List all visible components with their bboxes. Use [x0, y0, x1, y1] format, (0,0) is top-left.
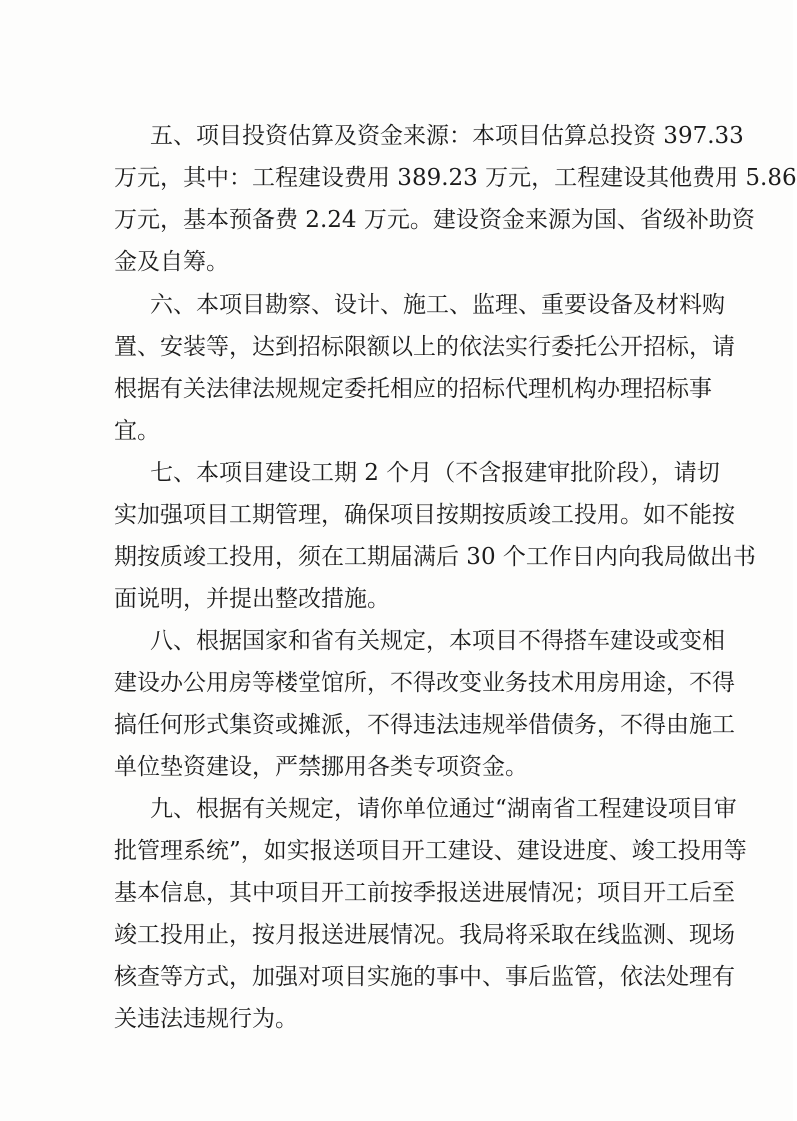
paragraph-8-line-3: 搞任何形式集资或摊派，不得违法违规举借债务，不得由施工: [114, 712, 735, 738]
paragraph-5-line-3: 万元，基本预备费 2.24 万元。建设资金来源为国、省级补助资: [114, 207, 755, 233]
paragraph-7-line-3: 期按质竣工投用，须在工期届满后 30 个工作日内向我局做出书: [114, 544, 756, 570]
paragraph-6-line-2: 置、安装等，达到招标限额以上的依法实行委托公开招标，请: [114, 334, 735, 360]
paragraph-9-line-3: 基本信息，其中项目开工前按季报送进展情况；项目开工后至: [114, 880, 735, 906]
paragraph-5-line-2: 万元，其中：工程建设费用 389.23 万元，工程建设其他费用 5.86: [114, 165, 797, 191]
paragraph-8-line-4: 单位垫资建设，严禁挪用各类专项资金。: [114, 754, 528, 780]
paragraph-7-line-1: 七、本项目建设工期 2 个月（不含报建审批阶段），请切: [150, 460, 720, 486]
paragraph-7-line-2: 实加强项目工期管理，确保项目按期按质竣工投用。如不能按: [114, 502, 735, 528]
paragraph-6-line-1: 六、本项目勘察、设计、施工、监理、重要设备及材料购: [150, 292, 725, 318]
paragraph-6-line-4: 宜。: [114, 418, 160, 444]
paragraph-5-line-1: 五、项目投资估算及资金来源：本项目估算总投资 397.33: [150, 123, 744, 149]
paragraph-8-line-1: 八、根据国家和省有关规定，本项目不得搭车建设或变相: [150, 628, 725, 654]
paragraph-9-line-6: 关违法违规行为。: [114, 1006, 298, 1032]
paragraph-9-line-2: 批管理系统”，如实报送项目开工建设、建设进度、竣工投用等: [114, 838, 747, 864]
paragraph-9-line-1: 九、根据有关规定，请你单位通过“湖南省工程建设项目审: [150, 796, 737, 822]
paragraph-9-line-4: 竣工投用止，按月报送进展情况。我局将采取在线监测、现场: [114, 922, 735, 948]
paragraph-6-line-3: 根据有关法律法规规定委托相应的招标代理机构办理招标事: [114, 376, 712, 402]
paragraph-7-line-4: 面说明，并提出整改措施。: [114, 586, 390, 612]
paragraph-5-line-4: 金及自筹。: [114, 249, 229, 275]
paragraph-8-line-2: 建设办公用房等楼堂馆所，不得改变业务技术用房用途，不得: [114, 670, 735, 696]
paragraph-9-line-5: 核查等方式，加强对项目实施的事中、事后监管，依法处理有: [114, 964, 735, 990]
